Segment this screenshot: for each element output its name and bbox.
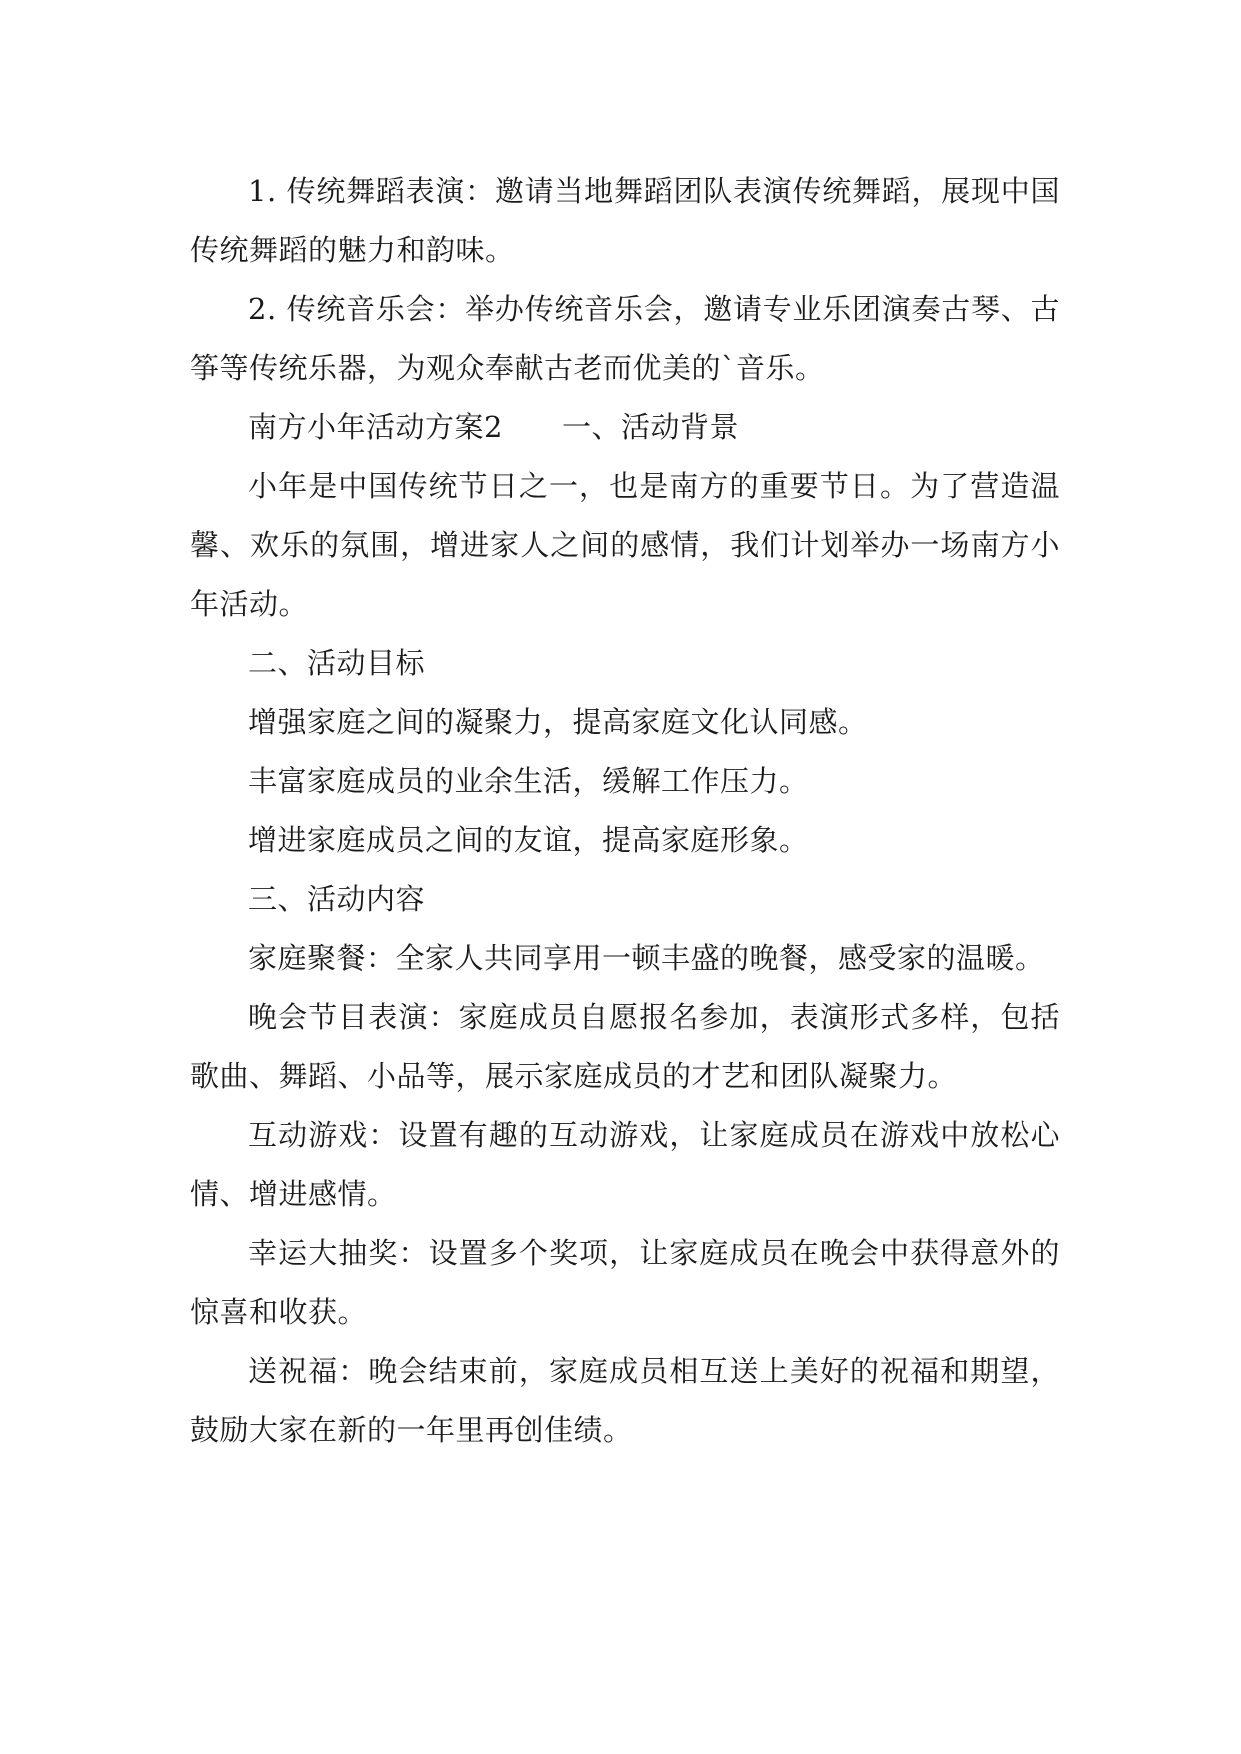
paragraph-family-dinner: 家庭聚餐：全家人共同享用一顿丰盛的晚餐，感受家的温暖。 [248,941,1045,975]
paragraph-background: 小年是中国传统节日之一，也是南方的重要节日。为了营造温馨、欢乐的氛围，增进家人之间的感情，我们计划举办一场南方小年活动。 [190,469,1060,621]
paragraph-goal-1: 增强家庭之间的凝聚力，提高家庭文化认同感。 [248,705,868,739]
paragraph-dance-performance: 1. 传统舞蹈表演：邀请当地舞蹈团队表演传统舞蹈，展现中国传统舞蹈的魅力和韵味。 [190,174,1060,267]
paragraph-games: 互动游戏：设置有趣的互动游戏，让家庭成员在游戏中放松心情、增进感情。 [190,1118,1060,1211]
paragraph-plan-title: 南方小年活动方案2 一、活动背景 [248,410,739,444]
paragraph-music-concert: 2. 传统音乐会：举办传统音乐会，邀请专业乐团演奏古琴、古筝等传统乐器，为观众奉献古老而优美的`音乐。 [190,292,1060,385]
paragraph-goal-3: 增进家庭成员之间的友谊，提高家庭形象。 [248,823,809,857]
paragraph-blessings: 送祝福：晚会结束前，家庭成员相互送上美好的祝福和期望，鼓励大家在新的一年里再创佳绩。 [190,1354,1060,1447]
paragraph-goal-2: 丰富家庭成员的业余生活，缓解工作压力。 [248,764,809,798]
heading-content: 三、活动内容 [248,882,426,916]
heading-goals: 二、活动目标 [248,646,426,680]
document-body [190,162,1060,1460]
paragraph-gala-show: 晚会节目表演：家庭成员自愿报名参加，表演形式多样，包括歌曲、舞蹈、小品等，展示家庭成员的才艺和团队凝聚力。 [190,1000,1060,1093]
paragraph-lottery: 幸运大抽奖：设置多个奖项，让家庭成员在晚会中获得意外的惊喜和收获。 [190,1236,1060,1329]
